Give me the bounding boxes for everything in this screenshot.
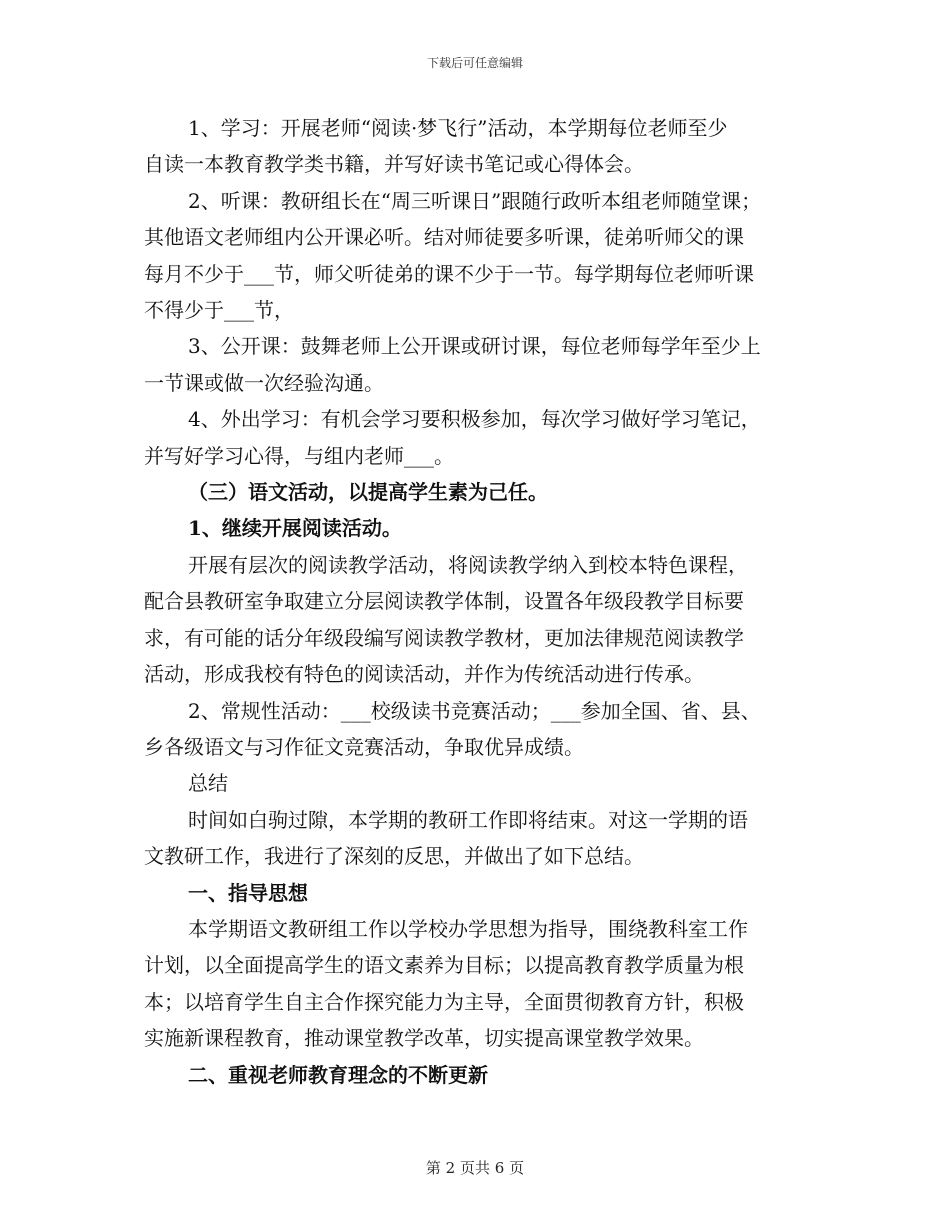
document-body [144,110,824,1093]
subsection-heading: 1、继续开展阅读活动。 [188,516,402,541]
text-line: 2、听课：教研组长在“周三听课日”跟随行政听本组老师随堂课； [188,188,762,213]
text-line: 计划，以全面提高学生的语文素养为目标；以提高教育教学质量为根 [144,953,744,978]
text-line: 4、外出学习：有机会学习要积极参加，每次学习做好学习笔记， [188,407,761,432]
text-line: 自读一本教育教学类书籍，并写好读书笔记或心得体会。 [144,152,644,177]
text-line: 开展有层次的阅读教学活动，将阅读教学纳入到校本特色课程， [188,552,748,577]
section-heading: 二、重视老师教育理念的不断更新 [188,1062,488,1087]
text-line: 并写好学习心得，与组内老师___。 [144,443,454,468]
text-line: 活动，形成我校有特色的阅读活动，并作为传统活动进行传承。 [144,662,704,687]
text-line: 一节课或做一次经验沟通。 [144,370,384,395]
text-line: 配合县教研室争取建立分层阅读教学体制，设置各年级段教学目标要 [144,589,744,614]
text-line: 乡各级语文与习作征文竞赛活动，争取优异成绩。 [144,734,584,759]
text-line: 3、公开课：鼓舞老师上公开课或研讨课，每位老师每学年至少上 [188,334,761,359]
text-line: 实施新课程教育，推动课堂教学改革，切实提高课堂教学效果。 [144,1026,704,1051]
text-line: 不得少于___节， [144,298,294,323]
text-line: 文教研工作，我进行了深刻的反思，并做出了如下总结。 [144,844,644,869]
text-line: 求，有可能的话分年级段编写阅读教学教材，更加法律规范阅读教学 [144,625,744,650]
text-line: 本学期语文教研组工作以学校办学思想为指导，围绕教科室工作 [188,916,748,941]
section-heading: 一、指导思想 [188,880,308,905]
text-line: 1、学习：开展老师“阅读·梦飞行”活动，本学期每位老师至少 [188,116,728,140]
page-header: 下载后可任意编辑 [426,56,523,70]
paragraph-block [144,110,824,1093]
summary-label: 总结 [188,771,228,796]
text-line: 每月不少于___节，师父听徒弟的课不少于一节。每学期每位老师听课 [144,261,754,286]
page-footer: 第 2 页共 6 页 [425,1159,525,1177]
text-line: 其他语文老师组内公开课必听。结对师徒要多听课，徒弟听师父的课 [144,225,744,250]
section-heading: （三）语文活动，以提高学生素为己任。 [188,480,548,505]
text-line: 本；以培育学生自主合作探究能力为主导，全面贯彻教育方针，积极 [144,989,744,1014]
text-line: 时间如白驹过隙，本学期的教研工作即将结束。对这一学期的语 [188,807,748,832]
text-line: 2、常规性活动：___校级读书竞赛活动；___参加全国、省、县、 [188,698,761,723]
